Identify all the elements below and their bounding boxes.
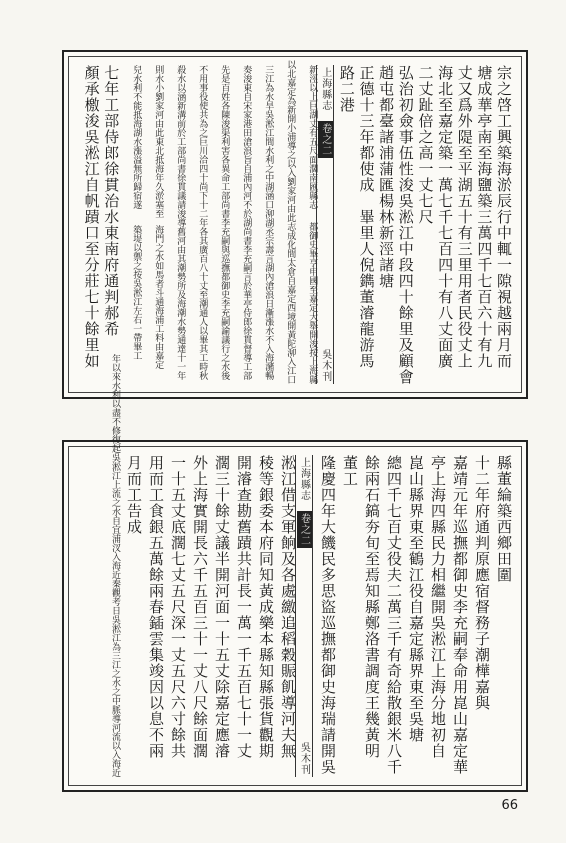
book-title: 上海縣志 — [298, 457, 310, 501]
text-column: 塘成華亭南至海鹽築三萬四千七百六十有九 — [475, 65, 494, 369]
center-margin — [295, 455, 313, 777]
annotation-right-line: 海門之水如馬者斗通海浦工料由嘉定 — [153, 224, 164, 369]
text-column: 濶三十餘丈議半開河面一十五丈除嘉定應濬 — [213, 455, 231, 759]
annotation-right-line: 尚書李充嗣言於華亭侍郎徐貫督導工部 — [241, 227, 252, 380]
text-column: 稜等銀委本府同知黃成樂本縣知縣張貨觀期 — [257, 455, 275, 759]
annotation-right-line: 舊河由其潮勢所及海潮水勢通達十一年 — [175, 227, 186, 380]
text-column: 丈又爲外隄至平湖五十有三里用者民役丈上 — [455, 65, 474, 369]
annotation-left-line: 兒水利不能抵海湖水漲溢無所歸宿遂 — [131, 65, 142, 209]
printer-mark: 吳木刊 — [298, 742, 310, 775]
volume-label: 卷之二 — [298, 513, 310, 546]
annotation-column — [206, 65, 228, 384]
top-text-columns — [79, 60, 513, 385]
annotation-left-line: 先是百姓各陳浚渠利害各異命工部尚書李 — [219, 65, 230, 227]
text-column: 二丈趾倍之高一丈七尺 — [416, 65, 435, 225]
text-column: 正德十三年都使成 畢里人倪鐫董濬龍游馬 — [357, 65, 376, 369]
text-column: 一十五丈底濶七丈五尺深一丈五尺六寸餘共 — [169, 455, 187, 759]
text-column: 開濬查勘舊蹟共計長一萬一千五百七十一丈 — [235, 455, 253, 759]
top-page — [62, 50, 528, 399]
annotation-column — [140, 65, 162, 384]
text-column: 縣董綸築西鄉田圍 — [495, 455, 513, 583]
text-column: 外上海實開長六千五百三十一丈八尺餘面濶 — [191, 455, 209, 759]
annotation-column — [250, 65, 272, 384]
text-column: 隆慶四年大饑民多思盜巡撫都御史海瑞請開吳 — [319, 455, 337, 775]
page-number: 66 — [501, 798, 518, 813]
annotation-column — [118, 65, 140, 384]
annotation-right-line: 志成化間太倉自嘉定西境開黃陀泖入江口 — [285, 222, 296, 384]
text-column: 淞江借支軍餉及各處繳追稻穀賑飢導河夫無 — [279, 455, 297, 759]
annotation-left-line: 三江為水旱吳淞江間水利之中湖涵口泖湖 — [263, 65, 274, 227]
annotation-left-line: 新涇以上巨湖丈有五尺面濶南匯縣志 — [307, 65, 318, 209]
text-column: 董工 — [341, 455, 359, 487]
text-column: 餘兩石鎬夯旬至焉知縣鄭洛書調度王幾黃明 — [363, 455, 381, 759]
annotation-column — [97, 354, 120, 777]
text-column: 亭上海四縣民力相繼開吳淞江上海分地初自 — [429, 455, 447, 759]
annotation-left-line: 以北嘉定為新開小浦導之以入劉家河由此 — [285, 60, 296, 222]
annotation-column — [272, 60, 296, 384]
annotation-right-line: 充嗣與巡撫都御史李充嗣諭議行之水後 — [219, 227, 230, 380]
volume-label: 卷之二 — [319, 123, 331, 156]
top-page-frame — [68, 56, 522, 393]
text-column: 七年工部侍郎徐貫治水東南府通判郝希 — [102, 65, 121, 337]
center-margin — [316, 65, 334, 384]
annotation-left-line: 奏浚東自宋家港田滄浪旨自浦內河不於湖 — [241, 65, 252, 227]
printer-mark: 吳木刊 — [319, 349, 331, 382]
text-column: 趙屯都臺諸浦蒲匯楊林新涇諸塘 — [377, 65, 396, 289]
annotation-right-line: 丞宗壽言湖內滄浪日漸漲水不入海瀦暢 — [263, 227, 274, 380]
annotation-left-line: 年以來水利以盡不修復起吳淞江上流之水自宜浦汊入海近 — [110, 354, 120, 579]
bottom-page-frame — [68, 354, 522, 786]
bottom-text-columns — [79, 354, 513, 777]
book-title: 上海縣志 — [319, 67, 331, 111]
bottom-page — [62, 354, 528, 792]
annotation-column — [184, 65, 206, 384]
annotation-left-line: 不用事役使共為之巨川洽四十尚下十二年 — [197, 65, 208, 227]
annotation-right-line: 秦觀考日吳淞江為三江之水之中脈導河流以入海近 — [110, 579, 120, 777]
annotation-left-line: 則水小劉家河由此東北抵海年久淤塞至 — [153, 65, 164, 218]
annotation-column — [162, 65, 184, 384]
text-column: 弘治初僉事伍性浚吳淞江中段四十餘里及顧會 — [396, 65, 415, 385]
text-column: 顏承檄浚吳淞江自帆蹟口至分莊七十餘里如 — [82, 65, 101, 369]
text-column: 海北至嘉定築一萬七千七百四十有八丈面廣 — [436, 65, 455, 369]
text-column: 嘉靖元年巡撫都御史李充嗣奉命用崑山嘉定華 — [451, 455, 469, 775]
text-column: 用而工食銀五萬餘兩春鍤雲集竣因以息不兩 — [147, 455, 165, 759]
annotation-left-line: 殺水以涵新溝前於工部尚書徐貫議請浚導 — [175, 65, 186, 227]
annotation-column — [228, 65, 250, 384]
annotation-right-line: 築堤以禦之按吳淞江左右一帶畢工 — [131, 224, 142, 360]
text-column: 月而工告成 — [125, 455, 143, 535]
text-column: 十二年府通判原應宿督務子潮樺嘉與 — [473, 455, 491, 711]
annotation-right-line: 各其廣百八十丈至潮通人以畢其工時秋 — [197, 227, 208, 380]
annotation-right-line: 都御史畢亨申國至嘉定大舉開浚按上海縣 — [307, 222, 318, 384]
annotation-column — [294, 65, 316, 384]
text-column: 宗之啓工興築海淤辰行中輒一隙視越兩月而 — [495, 65, 513, 369]
text-column: 崑山縣界東至鶴江役自嘉定縣界東至吳塘 — [407, 455, 425, 743]
text-column: 路二港 — [337, 65, 356, 113]
text-column: 總四千七百丈役夫二萬三千有奇給散銀米八千 — [385, 455, 403, 775]
